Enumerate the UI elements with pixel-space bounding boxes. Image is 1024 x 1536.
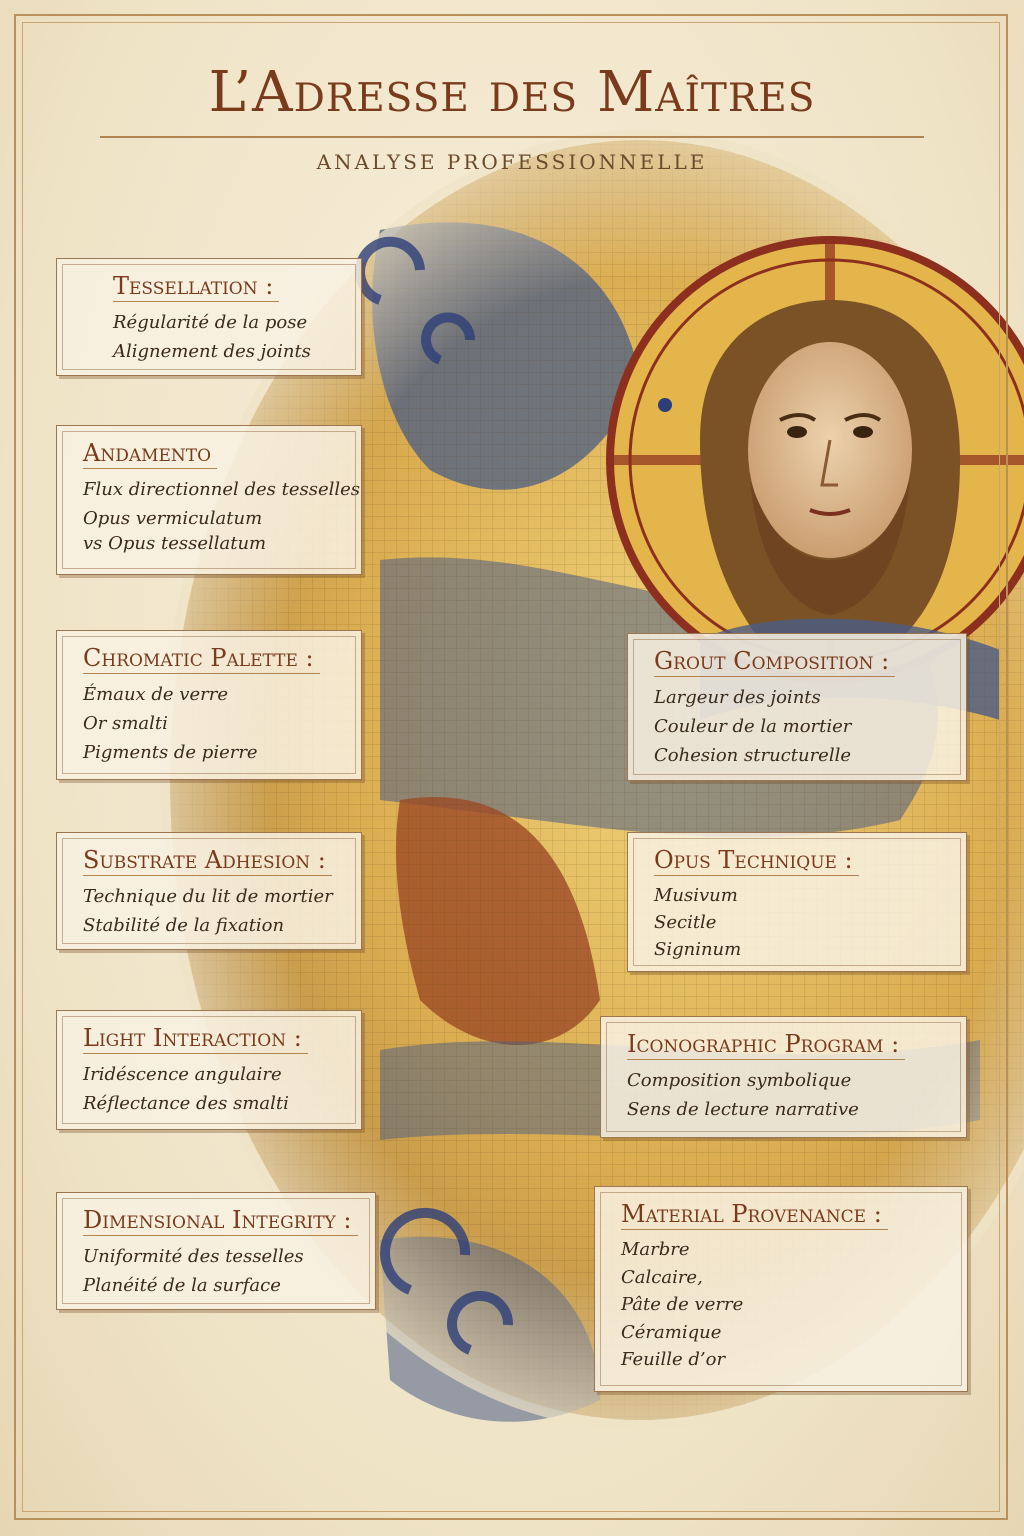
card-title: Andamento [83, 438, 217, 469]
card-line: Réflectance des smalti [83, 1093, 289, 1114]
card-substrate-adhesion [56, 832, 362, 950]
card-line: Largeur des joints [654, 687, 821, 708]
card-line: Sens de lecture narrative [627, 1099, 859, 1120]
card-line: Céramique [621, 1321, 722, 1343]
card-title: Light Interaction : [83, 1023, 308, 1054]
card-line: vs Opus tessellatum [83, 533, 267, 554]
card-title: Iconographic Program : [627, 1029, 905, 1060]
card-opus-technique [627, 832, 967, 972]
card-dimensional-integrity [56, 1192, 376, 1310]
card-title: Dimensional Integrity : [83, 1205, 358, 1236]
card-material-provenance [594, 1186, 968, 1392]
card-line: Calcaire, [621, 1266, 703, 1288]
card-title: Tessellation : [113, 271, 279, 302]
title-divider [100, 136, 924, 138]
card-line: Secitle [654, 912, 717, 933]
card-title: Substrate Adhesion : [83, 845, 332, 876]
card-line: Couleur de la mortier [654, 716, 852, 737]
card-line: Marbre [621, 1239, 690, 1260]
card-andamento [56, 425, 362, 575]
card-line: Régularité de la pose [113, 312, 308, 333]
card-title: Chromatic Palette : [83, 643, 320, 674]
card-line: Composition symbolique [627, 1070, 852, 1091]
card-title: Opus Technique : [654, 845, 859, 876]
card-line: Planéité de la surface [83, 1275, 281, 1296]
card-chromatic-palette [56, 630, 362, 780]
card-line: Or smalti [83, 713, 168, 734]
card-tessellation [56, 258, 362, 376]
card-title: Material Provenance : [621, 1199, 888, 1230]
card-line: Pâte de verre [621, 1294, 744, 1315]
card-line: Signinum [654, 939, 742, 960]
card-line: Musivum [654, 885, 738, 906]
card-line: Opus vermiculatum [83, 508, 263, 529]
card-line: Flux directionnel des tesselles [83, 479, 361, 500]
card-line: Pigments de pierre [83, 742, 258, 763]
card-line: Technique du lit de mortier [83, 886, 333, 907]
card-grout-composition [627, 633, 967, 781]
card-line: Feuille d’or [621, 1349, 726, 1370]
card-line: Alignement des joints [113, 341, 311, 362]
card-light-interaction [56, 1010, 362, 1130]
card-line: Cohesion structurelle [654, 745, 851, 766]
card-line: Stabilité de la fixation [83, 915, 285, 936]
card-line: Iridéscence angulaire [83, 1064, 282, 1085]
page-subtitle: ANALYSE PROFESSIONNELLE [316, 150, 708, 174]
card-title: Grout Composition : [654, 646, 895, 677]
page-title: L’Adresse des Maîtres [208, 60, 816, 125]
card-line: Uniformité des tesselles [83, 1246, 304, 1267]
card-iconographic-program [600, 1016, 967, 1138]
card-line: Émaux de verre [83, 684, 228, 705]
